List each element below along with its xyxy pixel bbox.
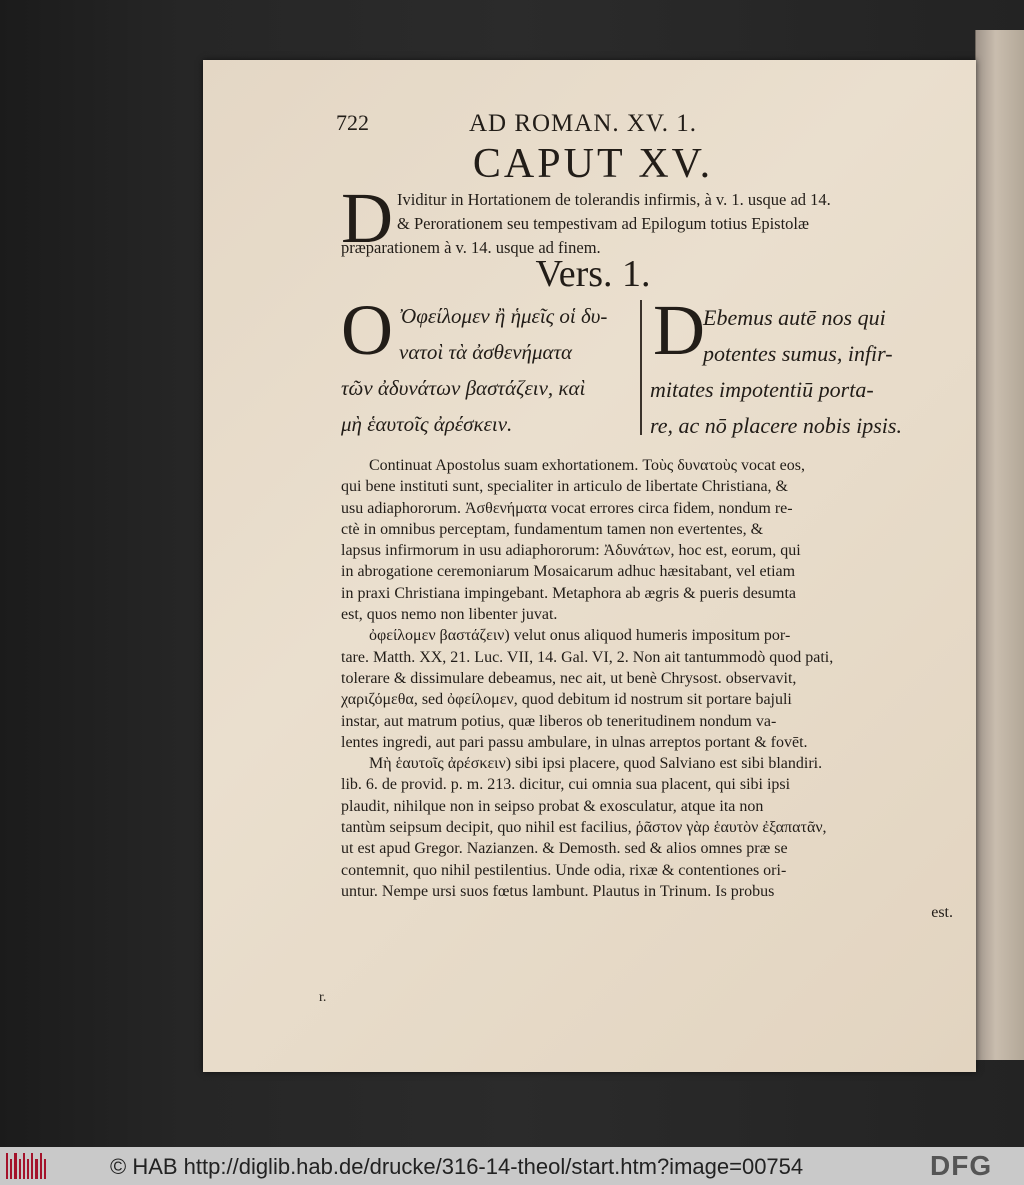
- page-number: 722: [336, 110, 369, 135]
- summary-line: & Perorationem seu tempestivam ad Epilogum totius Epistolæ: [397, 214, 809, 233]
- summary-line: præparationem à v. 14. usque ad finem.: [341, 238, 601, 257]
- greek-verse: [341, 298, 608, 442]
- running-head: AD ROMAN. XV. 1.: [468, 110, 698, 137]
- text-line: untur. Nempe ursi suos fœtus lambunt. Plautus in Trinum. Is probus: [341, 882, 775, 900]
- dfg-logo: DFG: [930, 1150, 993, 1181]
- hab-barcode-icon: [6, 1153, 46, 1179]
- text-line: ὀφείλομεν βαστάζειν) velut onus aliquod humeris impositum por-: [369, 627, 791, 645]
- text-line: instar, aut matrum potius, quæ liberos ob teneritudinem nondum va-: [341, 712, 777, 730]
- footer-bar: [0, 1147, 1024, 1185]
- text-line: in praxi Christiana impingebant. Metaphora ab ægris & pueris desumta: [341, 584, 797, 602]
- text-line: plaudit, nihilque non in seipso probat & exosculatur, atque ita non: [341, 797, 764, 815]
- text-line: qui bene instituti sunt, specialiter in articulo de libertate Christiana, &: [341, 478, 788, 496]
- greek-line: μὴ ἑαυτοῖς ἀρέσκειν.: [341, 412, 513, 436]
- text-line: Continuat Apostolus suam exhortationem. Τοὺς δυνατοὺς vocat eos,: [369, 457, 805, 474]
- latin-verse: [650, 300, 902, 444]
- text-line: tantùm seipsum decipit, quo nihil est facilius, ῥᾶστον γὰρ ἑαυτὸν ἐξαπατᾶν,: [341, 819, 827, 837]
- text-line: est, quos nemo non libenter juvat.: [341, 606, 558, 624]
- book-page: [203, 60, 976, 1072]
- latin-line: potentes sumus, infir-: [703, 341, 893, 366]
- chapter-summary: [341, 188, 947, 260]
- text-line: usu adiaphororum. Ἀσθενήματα vocat errores circa fidem, nondum re-: [341, 499, 793, 517]
- text-line: contemnit, quo nihil pestilentius. Unde odia, rixæ & contentiones ori-: [341, 861, 787, 879]
- intro-dropcap: D: [341, 178, 393, 258]
- commentary-text: [341, 455, 953, 924]
- greek-dropcap: O: [341, 290, 393, 370]
- text-line: lapsus infirmorum in usu adiaphororum: Ἀδυνάτων, hoc est, eorum, qui: [341, 542, 801, 560]
- text-line: tare. Matth. XX, 21. Luc. VII, 14. Gal. VI, 2. Non ait tantummodò quod pati,: [341, 648, 834, 666]
- text-line: ut est apud Gregor. Nazianzen. & Demosth. sed & alios omnes præ se: [341, 840, 788, 858]
- greek-line: Ὀφείλομεν ἢ ἡμεῖς οἱ δυ-: [399, 304, 608, 328]
- copyright-link[interactable]: © HAB http://diglib.hab.de/drucke/316-14-theol/start.htm?image=00754: [110, 1154, 804, 1179]
- summary-line: Ividitur in Hortationem de tolerandis infirmis, à v. 1. usque ad 14.: [397, 190, 831, 209]
- text-line: lib. 6. de provid. p. m. 213. dicitur, cui omnia sua placent, qui sibi ipsi: [341, 776, 791, 794]
- signature-mark: r.: [319, 990, 327, 1005]
- catchword: est.: [931, 904, 953, 922]
- chapter-title: CAPUT XV.: [472, 141, 714, 187]
- greek-line: τῶν ἀδυνάτων βαστάζειν, καὶ: [341, 376, 586, 400]
- text-line: in abrogatione ceremoniarum Mosaicarum adhuc hæsitabant, vel etiam: [341, 563, 796, 581]
- text-line: lentes ingredi, aut pari passu ambulare, in ulnas arreptos portant & fovēt.: [341, 733, 808, 751]
- latin-line: mitates impotentiū porta-: [650, 377, 874, 402]
- column-divider: [640, 300, 642, 435]
- latin-dropcap: D: [653, 290, 705, 370]
- latin-line: re, ac nō placere nobis ipsis.: [650, 413, 902, 438]
- adjacent-book-edge: [975, 30, 1024, 1060]
- latin-line: Ebemus autē nos qui: [703, 305, 886, 330]
- text-line: χαριζόμεθα, sed ὀφείλομεν, quod debitum id nostrum sit portare bajuli: [341, 691, 792, 709]
- verse-heading: Vers. 1.: [535, 253, 651, 295]
- text-line: Μὴ ἑαυτοῖς ἀρέσκειν) sibi ipsi placere, quod Salviano est sibi blandiri.: [369, 755, 823, 773]
- text-line: ctè in omnibus perceptam, fundamentum tamen non evertentes, &: [341, 520, 764, 538]
- text-line: tolerare & dissimulare debeamus, nec ait, ut benè Chrysost. observavit,: [341, 669, 797, 687]
- greek-line: νατοὶ τὰ ἀσθενήματα: [399, 340, 573, 364]
